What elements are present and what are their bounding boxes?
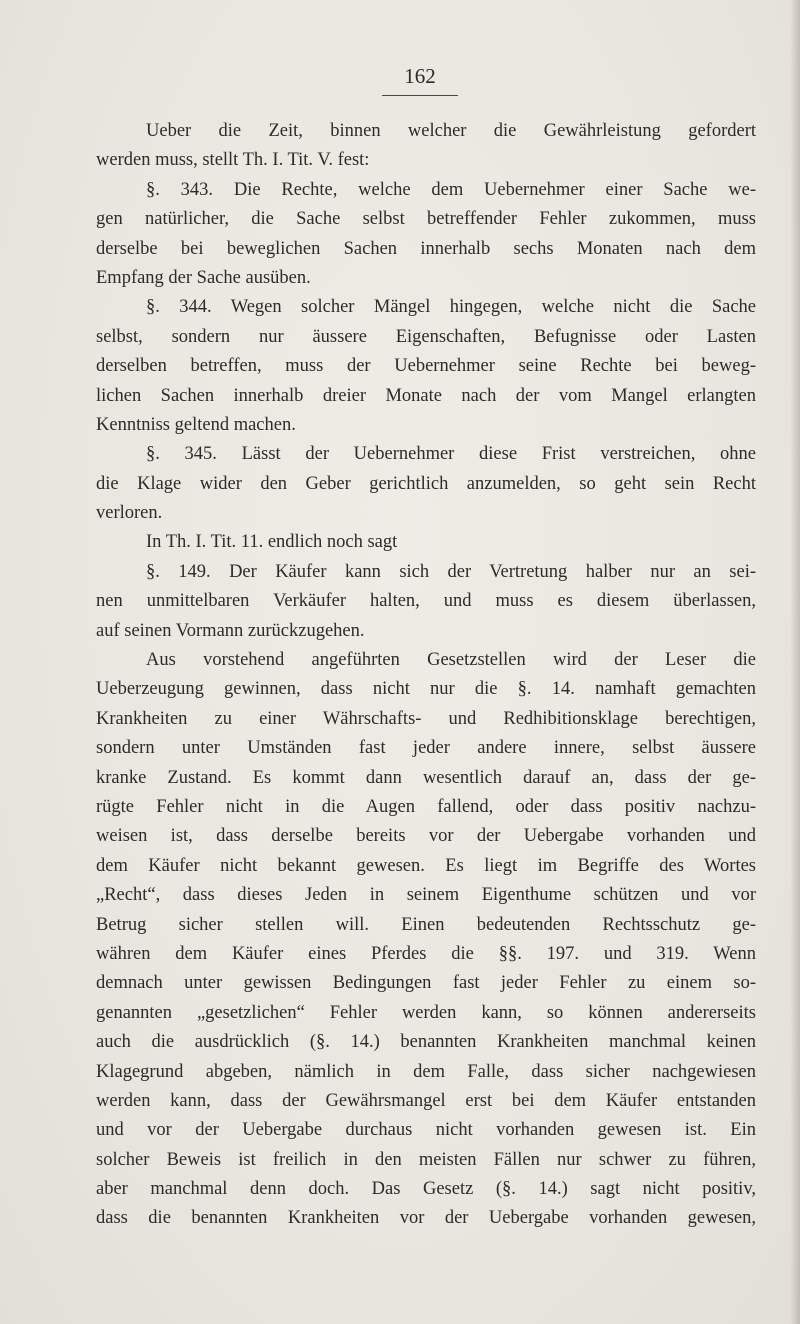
text-line: rügte Fehler nicht in die Augen fallend, oder dass positiv nachzu- [96,796,756,817]
text-line: Ueberzeugung gewinnen, dass nicht nur die §. 14. namhaft gemachten [96,679,756,700]
text-line: Betrug sicher stellen will. Einen bedeutenden Rechtsschutz ge- [96,914,756,935]
text-line: Kenntniss geltend machen. [96,414,296,435]
text-line: dass die benannten Krankheiten vor der Uebergabe vorhanden gewesen, [96,1208,756,1229]
page-number: 162 [404,64,436,88]
text-line: §. 345. Lässt der Uebernehmer diese Frist verstreichen, ohne [146,444,756,465]
text-line: Ueber die Zeit, binnen welcher die Gewährleistung gefordert [146,121,756,141]
text-line: die Klage wider den Geber gerichtlich anzumelden, so geht sein Recht [96,473,756,494]
text-line: weisen ist, dass derselbe bereits vor der Uebergabe vorhanden und [96,826,756,847]
text-line: verloren. [96,503,163,524]
text-line: Aus vorstehend angeführten Gesetzstellen wird der Leser die [146,650,756,671]
text-line: gen natürlicher, die Sache selbst betreffender Fehler zukommen, muss [96,209,756,230]
text-line: Empfang der Sache ausüben. [96,267,311,288]
body-text [96,117,756,1234]
text-line: werden muss, stellt Th. I. Tit. V. fest: [96,150,370,171]
text-line: und vor der Uebergabe durchaus nicht vorhanden gewesen ist. Ein [96,1120,756,1141]
text-line: kranke Zustand. Es kommt dann wesentlich darauf an, dass der ge- [96,767,756,788]
text-line: dem Käufer nicht bekannt gewesen. Es liegt im Begriffe des Wortes [96,855,756,876]
text-line: sondern unter Umständen fast jeder andere innere, selbst äussere [96,738,756,759]
text-line: derselbe bei beweglichen Sachen innerhalb sechs Monaten nach dem [96,238,756,259]
page-number-rule [382,95,458,96]
text-line: lichen Sachen innerhalb dreier Monate nach der vom Mangel erlangten [96,385,756,406]
text-line: demnach unter gewissen Bedingungen fast jeder Fehler zu einem so- [96,973,756,994]
text-line: selbst, sondern nur äussere Eigenschaften, Befugnisse oder Lasten [96,326,756,347]
text-line: werden kann, dass der Gewährsmangel erst bei dem Käufer entstanden [96,1090,756,1111]
text-line: §. 343. Die Rechte, welche dem Uebernehmer einer Sache we- [146,179,756,200]
text-line: Klagegrund abgeben, nämlich in dem Falle, dass sicher nachgewiesen [96,1061,756,1082]
text-line: aber manchmal denn doch. Das Gesetz (§. 14.) sagt nicht positiv, [96,1179,756,1200]
text-line: Krankheiten zu einer Währschafts- und Redhibitionsklage berechtigen, [96,708,756,729]
text-line: auch die ausdrücklich (§. 14.) benannten Krankheiten manchmal keinen [96,1032,756,1053]
text-line: In Th. I. Tit. 11. endlich noch sagt [146,532,398,553]
page-edge-shadow [790,0,800,1324]
text-line: genannten „gesetzlichen“ Fehler werden kann, so können andererseits [96,1002,756,1023]
text-line: §. 344. Wegen solcher Mängel hingegen, welche nicht die Sache [146,297,756,318]
text-line: §. 149. Der Käufer kann sich der Vertretung halber nur an sei- [146,561,756,582]
text-line: „Recht“, dass dieses Jeden in seinem Eigenthume schützen und vor [96,885,756,906]
text-line: derselben betreffen, muss der Uebernehmer seine Rechte bei beweg- [96,356,756,377]
text-line: währen dem Käufer eines Pferdes die §§. 197. und 319. Wenn [96,943,756,964]
text-line: auf seinen Vormann zurückzugehen. [96,620,365,641]
text-line: solcher Beweis ist freilich in den meisten Fällen nur schwer zu führen, [96,1149,756,1170]
text-line: nen unmittelbaren Verkäufer halten, und muss es diesem überlassen, [96,591,756,612]
